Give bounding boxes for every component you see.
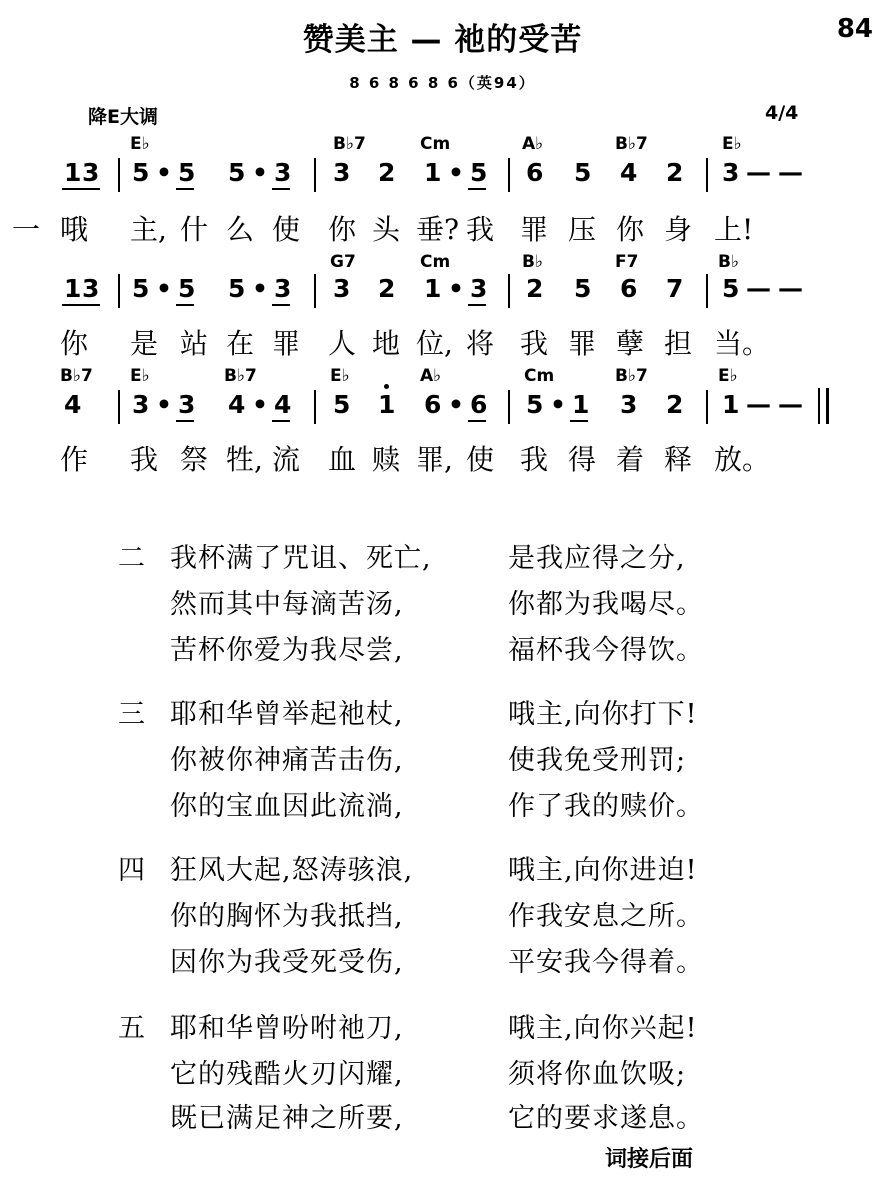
verse-line-a: 因你为我受死受伤, — [170, 947, 404, 978]
verse-line-a: 苦杯你爱为我尽尝, — [170, 635, 404, 666]
lyric: 么 — [226, 213, 255, 246]
note: 1 — [64, 274, 82, 303]
lyric: 主, — [130, 213, 167, 246]
continued-note: 词接后面 — [605, 1147, 694, 1172]
chord: B♭7 — [333, 134, 366, 154]
lyric: 在 — [226, 327, 255, 360]
lyric: 罪 — [520, 213, 549, 246]
note: 4 — [274, 390, 292, 419]
lyric: 使 — [272, 213, 301, 246]
lyric: 释 — [664, 443, 693, 476]
note: 3 — [722, 158, 740, 187]
note: 2 — [378, 274, 396, 303]
verse-line-b: 你都为我喝尽。 — [508, 589, 704, 620]
lyric: 罪 — [272, 327, 301, 360]
note-dot: • — [252, 390, 268, 419]
dash: — — [746, 390, 771, 419]
note: 6 — [620, 274, 638, 303]
barline — [706, 158, 708, 192]
lyric: 牲, — [226, 443, 263, 476]
chord: Cm — [524, 366, 555, 386]
lyric: 地 — [372, 327, 401, 360]
lyric: 压 — [568, 213, 597, 246]
note: 5 — [132, 274, 150, 303]
lyric: 着 — [616, 443, 645, 476]
note: 5 — [574, 274, 592, 303]
note-dot: • — [448, 158, 464, 187]
final-barline-thick — [826, 388, 829, 424]
hymn-title: 赞美主 — 祂的受苦 — [302, 22, 583, 58]
note-dot: • — [448, 274, 464, 303]
lyric: 流 — [272, 443, 301, 476]
chord: E♭ — [718, 366, 738, 386]
barline — [314, 274, 316, 308]
verse-line-b: 哦主,向你兴起! — [508, 1013, 698, 1044]
chord: E♭ — [722, 134, 742, 154]
note: 1 — [572, 390, 590, 419]
verse-number: 五 — [118, 1013, 146, 1044]
verse-line-b: 须将你血饮吸; — [508, 1059, 687, 1090]
note: 1 — [722, 390, 740, 419]
chord: B♭7 — [615, 366, 648, 386]
verse-line-b: 使我免受刑罚; — [508, 745, 687, 776]
note: 4 — [64, 390, 82, 419]
note: 5 — [526, 390, 544, 419]
barline — [508, 158, 510, 192]
chord: G7 — [330, 252, 356, 272]
note: 3 — [333, 274, 351, 303]
note: 5 — [574, 158, 592, 187]
lyric: 是 — [130, 327, 159, 360]
dash: — — [746, 158, 771, 187]
verse-number: 三 — [118, 699, 146, 730]
verse-line-b: 哦主,向你进迫! — [508, 855, 698, 886]
lyric: 血 — [328, 443, 357, 476]
lyric: 我 — [466, 213, 495, 246]
note: 7 — [666, 274, 684, 303]
note: 4 — [620, 158, 638, 187]
note: 1 — [424, 274, 442, 303]
chord: E♭ — [130, 134, 150, 154]
verse-line-b: 福杯我今得饮。 — [508, 635, 704, 666]
underline — [272, 188, 290, 190]
lyric: 将 — [466, 327, 495, 360]
lyric: 我 — [130, 443, 159, 476]
lyric: 作 — [60, 443, 89, 476]
lyric: 身 — [664, 213, 693, 246]
chord: B♭7 — [60, 366, 93, 386]
verse-line-b: 作我安息之所。 — [508, 901, 704, 932]
verse-number: 二 — [118, 543, 146, 574]
lyric: 罪 — [568, 327, 597, 360]
note-dot: • — [156, 158, 172, 187]
note: 6 — [424, 390, 442, 419]
note: 5 — [722, 274, 740, 303]
verse-line-a: 你的胸怀为我抵挡, — [170, 901, 404, 932]
barline — [706, 274, 708, 308]
note: 1 — [424, 158, 442, 187]
lyric: 站 — [180, 327, 209, 360]
barline — [314, 390, 316, 424]
lyric: 位, — [416, 327, 453, 360]
verse-line-a: 然而其中每滴苦汤, — [170, 589, 404, 620]
underline — [176, 188, 194, 190]
note: 5 — [228, 274, 246, 303]
chord: E♭ — [330, 366, 350, 386]
barline — [118, 274, 120, 308]
note: 3 — [470, 274, 488, 303]
dash: — — [778, 158, 803, 187]
chord: B♭7 — [615, 134, 648, 154]
chord: B♭ — [718, 252, 739, 272]
lyric: 垂? — [416, 213, 460, 246]
lyric: 罪, — [416, 443, 453, 476]
verse-line-a: 既已满足神之所要, — [170, 1103, 404, 1134]
note: 3 — [178, 390, 196, 419]
lyric: 头 — [372, 213, 401, 246]
note: 6 — [470, 390, 488, 419]
note: 2 — [378, 158, 396, 187]
note: 3 — [132, 390, 150, 419]
note: 2 — [666, 390, 684, 419]
note-dot: • — [252, 158, 268, 187]
verse-line-a: 它的残酷火刃闪耀, — [170, 1059, 404, 1090]
lyric: 放。 — [714, 443, 771, 476]
underline — [272, 304, 290, 306]
note: 2 — [666, 158, 684, 187]
high-octave-dot — [384, 384, 389, 389]
note-dot: • — [156, 274, 172, 303]
note-dot: • — [550, 390, 566, 419]
note-dot: • — [156, 390, 172, 419]
note: 3 — [274, 274, 292, 303]
chord: B♭ — [522, 252, 543, 272]
verse-line-b: 它的要求遂息。 — [508, 1103, 704, 1134]
underline — [468, 420, 486, 422]
chord: B♭7 — [224, 366, 257, 386]
lyric: 孽 — [616, 327, 645, 360]
lyric: 上! — [714, 213, 754, 246]
underline — [468, 304, 486, 306]
barline — [508, 274, 510, 308]
underline — [570, 420, 588, 422]
note: 1 — [378, 390, 396, 419]
key-signature: 降E大调 — [88, 106, 158, 128]
verse-line-a: 你的宝血因此流淌, — [170, 791, 404, 822]
page-number: 84 — [836, 14, 873, 44]
meter-line: 8 6 8 6 8 6（英94） — [349, 74, 536, 92]
time-signature: 4/4 — [765, 102, 799, 124]
note: 5 — [178, 274, 196, 303]
note: 5 — [470, 158, 488, 187]
underline — [176, 420, 194, 422]
lyric: 得 — [568, 443, 597, 476]
underline — [468, 188, 486, 190]
chord: A♭ — [420, 366, 442, 386]
verse-line-b: 哦主,向你打下! — [508, 699, 698, 730]
verse-line-a: 耶和华曾举起祂杖, — [170, 699, 404, 730]
note: 2 — [526, 274, 544, 303]
underline — [176, 304, 194, 306]
lyric: 我 — [520, 327, 549, 360]
lyric: 赎 — [372, 443, 401, 476]
note: 3 — [274, 158, 292, 187]
verse-number: 一 — [12, 213, 41, 246]
dash: — — [778, 274, 803, 303]
barline — [706, 390, 708, 424]
barline — [314, 158, 316, 192]
verse-line-b: 平安我今得着。 — [508, 947, 704, 978]
note-dot: • — [252, 274, 268, 303]
lyric: 我 — [520, 443, 549, 476]
note: 6 — [526, 158, 544, 187]
note: 5 — [333, 390, 351, 419]
chord: Cm — [420, 134, 451, 154]
verse-line-a: 耶和华曾吩咐祂刀, — [170, 1013, 404, 1044]
note: 1 — [64, 158, 82, 187]
note: 3 — [82, 158, 100, 187]
underline — [62, 304, 100, 306]
verse-number: 四 — [118, 855, 146, 886]
note-dot: • — [448, 390, 464, 419]
note: 4 — [228, 390, 246, 419]
lyric: 你 — [328, 213, 357, 246]
verse-line-b: 是我应得之分, — [508, 543, 686, 574]
verse-line-a: 我杯满了咒诅、死亡, — [170, 543, 432, 574]
lyric: 当。 — [714, 327, 771, 360]
underline — [62, 188, 100, 190]
lyric: 担 — [664, 327, 693, 360]
barline — [118, 158, 120, 192]
note: 3 — [620, 390, 638, 419]
verse-line-b: 作了我的赎价。 — [508, 791, 704, 822]
lyric: 祭 — [180, 443, 209, 476]
dash: — — [778, 390, 803, 419]
verse-line-a: 你被你神痛苦击伤, — [170, 745, 404, 776]
lyric: 哦 — [60, 213, 89, 246]
chord: E♭ — [130, 366, 150, 386]
dash: — — [746, 274, 771, 303]
underline — [272, 420, 290, 422]
note: 5 — [178, 158, 196, 187]
chord: Cm — [420, 252, 451, 272]
barline — [118, 390, 120, 424]
lyric: 人 — [328, 327, 357, 360]
lyric: 使 — [466, 443, 495, 476]
chord: F7 — [615, 252, 639, 272]
note: 5 — [132, 158, 150, 187]
note: 3 — [82, 274, 100, 303]
note: 5 — [228, 158, 246, 187]
barline — [508, 390, 510, 424]
lyric: 什 — [180, 213, 209, 246]
verse-line-a: 狂风大起,怒涛骇浪, — [170, 855, 414, 886]
lyric: 你 — [616, 213, 645, 246]
chord: A♭ — [522, 134, 544, 154]
lyric: 你 — [60, 327, 89, 360]
final-barline-thin — [818, 388, 820, 424]
note: 3 — [333, 158, 351, 187]
